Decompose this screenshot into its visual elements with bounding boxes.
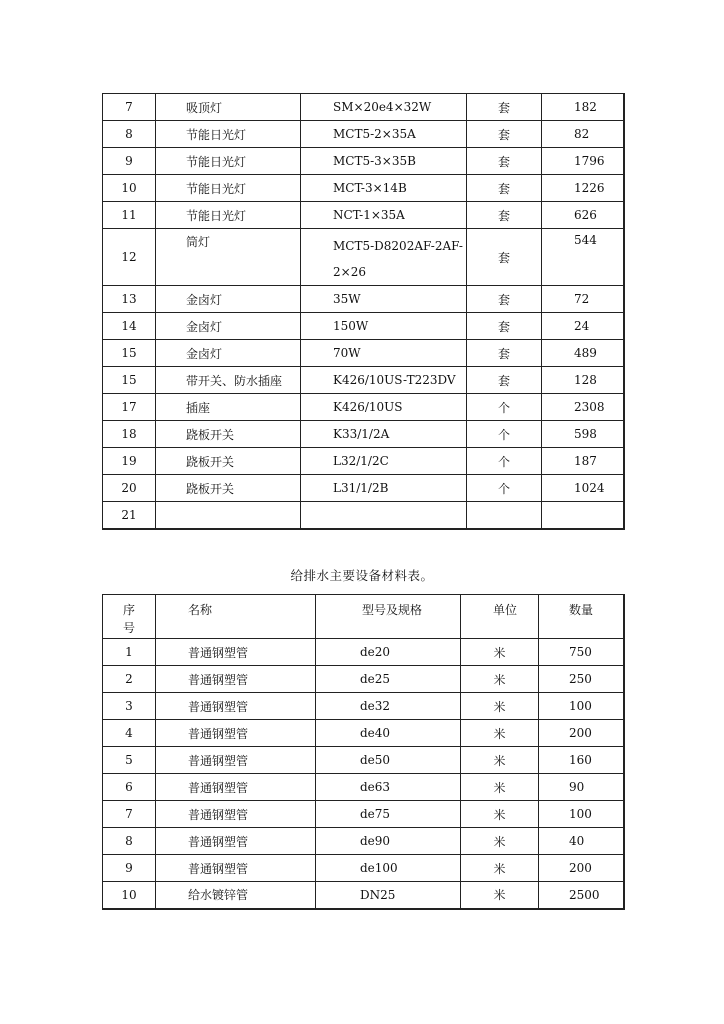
item-quantity: 1796 <box>542 148 624 175</box>
item-model: de40 <box>316 720 461 747</box>
item-unit: 米 <box>461 666 539 693</box>
item-name: 节能日光灯 <box>156 148 301 175</box>
row-number: 12 <box>103 229 156 286</box>
row-number: 15 <box>103 340 156 367</box>
item-quantity: 24 <box>542 313 624 340</box>
item-unit: 套 <box>467 340 542 367</box>
header-name: 名称 <box>156 595 316 639</box>
table-row <box>103 394 624 421</box>
table-row <box>103 639 624 666</box>
item-quantity: 200 <box>539 720 624 747</box>
item-model: K426/10US-T223DV <box>301 367 467 394</box>
item-unit: 套 <box>467 121 542 148</box>
table-row <box>103 367 624 394</box>
row-number: 15 <box>103 367 156 394</box>
table-row <box>103 801 624 828</box>
item-name: 普通钢塑管 <box>156 720 316 747</box>
item-quantity: 2500 <box>539 882 624 909</box>
item-unit: 个 <box>467 448 542 475</box>
item-model: L31/1/2B <box>301 475 467 502</box>
item-model: DN25 <box>316 882 461 909</box>
item-quantity: 160 <box>539 747 624 774</box>
item-name: 普通钢塑管 <box>156 801 316 828</box>
row-number: 20 <box>103 475 156 502</box>
item-name: 金卤灯 <box>156 340 301 367</box>
item-model: SM×20e4×32W <box>301 94 467 121</box>
row-number: 10 <box>103 175 156 202</box>
row-number: 3 <box>103 693 156 720</box>
item-name: 插座 <box>156 394 301 421</box>
item-quantity: 750 <box>539 639 624 666</box>
item-model: NCT-1×35A <box>301 202 467 229</box>
row-number: 21 <box>103 502 156 529</box>
item-unit: 套 <box>467 148 542 175</box>
item-unit: 套 <box>467 367 542 394</box>
row-number: 9 <box>103 148 156 175</box>
item-unit: 套 <box>467 313 542 340</box>
item-quantity: 200 <box>539 855 624 882</box>
table-row <box>103 774 624 801</box>
row-number: 6 <box>103 774 156 801</box>
item-unit: 米 <box>461 693 539 720</box>
item-model: K426/10US <box>301 394 467 421</box>
item-unit: 个 <box>467 421 542 448</box>
item-model: de100 <box>316 855 461 882</box>
table-row <box>103 229 624 286</box>
header-number <box>103 595 156 639</box>
row-number: 7 <box>103 94 156 121</box>
item-model: de20 <box>316 639 461 666</box>
table-row <box>103 855 624 882</box>
item-unit: 个 <box>467 394 542 421</box>
item-quantity: 100 <box>539 801 624 828</box>
item-name: 节能日光灯 <box>156 121 301 148</box>
item-model: de32 <box>316 693 461 720</box>
table-header-row <box>103 595 624 639</box>
header-number-line-1: 序 <box>122 603 135 617</box>
header-number-line-2: 号 <box>122 621 135 635</box>
header-quantity: 数量 <box>539 595 624 639</box>
row-number: 8 <box>103 828 156 855</box>
item-unit: 套 <box>467 175 542 202</box>
item-unit: 套 <box>467 286 542 313</box>
item-model: de75 <box>316 801 461 828</box>
item-unit: 米 <box>461 747 539 774</box>
item-quantity: 2308 <box>542 394 624 421</box>
item-quantity: 1226 <box>542 175 624 202</box>
table-row <box>103 148 624 175</box>
table-row <box>103 121 624 148</box>
item-unit: 套 <box>467 202 542 229</box>
row-number: 1 <box>103 639 156 666</box>
item-model: de90 <box>316 828 461 855</box>
item-name: 普通钢塑管 <box>156 693 316 720</box>
table-row <box>103 175 624 202</box>
item-name: 跷板开关 <box>156 421 301 448</box>
item-quantity: 1024 <box>542 475 624 502</box>
item-name: 金卤灯 <box>156 313 301 340</box>
item-quantity: 90 <box>539 774 624 801</box>
item-model: L32/1/2C <box>301 448 467 475</box>
item-unit: 米 <box>461 720 539 747</box>
table-row <box>103 94 624 121</box>
item-model: MCT5-3×35B <box>301 148 467 175</box>
item-unit: 套 <box>467 229 542 286</box>
item-unit: 米 <box>461 828 539 855</box>
item-name: 节能日光灯 <box>156 202 301 229</box>
item-model: 35W <box>301 286 467 313</box>
electrical-materials-table <box>102 93 625 530</box>
table-row <box>103 720 624 747</box>
item-unit: 套 <box>467 94 542 121</box>
item-name: 吸顶灯 <box>156 94 301 121</box>
table-caption: 给排水主要设备材料表。 <box>290 568 434 583</box>
item-model-line-1: MCT5-D8202AF-2AF- <box>333 239 463 253</box>
item-quantity: 182 <box>542 94 624 121</box>
item-model: MCT-3×14B <box>301 175 467 202</box>
item-model: de50 <box>316 747 461 774</box>
item-quantity: 40 <box>539 828 624 855</box>
item-quantity <box>542 502 624 529</box>
item-quantity: 187 <box>542 448 624 475</box>
item-name <box>156 502 301 529</box>
row-number: 19 <box>103 448 156 475</box>
table-row <box>103 313 624 340</box>
item-unit: 米 <box>461 882 539 909</box>
row-number: 14 <box>103 313 156 340</box>
item-model-line-2: 2×26 <box>333 265 366 279</box>
table-row <box>103 475 624 502</box>
item-unit: 米 <box>461 801 539 828</box>
item-model: de25 <box>316 666 461 693</box>
item-name: 普通钢塑管 <box>156 666 316 693</box>
item-model: de63 <box>316 774 461 801</box>
item-model: K33/1/2A <box>301 421 467 448</box>
item-quantity: 100 <box>539 693 624 720</box>
item-model: MCT5-2×35A <box>301 121 467 148</box>
table-row <box>103 202 624 229</box>
item-model <box>301 229 467 286</box>
item-name: 普通钢塑管 <box>156 639 316 666</box>
item-quantity: 626 <box>542 202 624 229</box>
row-number: 18 <box>103 421 156 448</box>
row-number: 5 <box>103 747 156 774</box>
item-model: 150W <box>301 313 467 340</box>
row-number: 13 <box>103 286 156 313</box>
item-model: 70W <box>301 340 467 367</box>
item-unit <box>467 502 542 529</box>
item-name: 普通钢塑管 <box>156 855 316 882</box>
table-row <box>103 502 624 529</box>
table-row <box>103 882 624 909</box>
table-row <box>103 693 624 720</box>
row-number: 9 <box>103 855 156 882</box>
item-name: 筒灯 <box>156 229 301 286</box>
item-name: 金卤灯 <box>156 286 301 313</box>
item-name: 跷板开关 <box>156 475 301 502</box>
row-number: 11 <box>103 202 156 229</box>
table-row <box>103 286 624 313</box>
item-quantity: 544 <box>542 229 624 286</box>
item-quantity: 598 <box>542 421 624 448</box>
table-row <box>103 340 624 367</box>
table-row <box>103 828 624 855</box>
item-quantity: 250 <box>539 666 624 693</box>
header-unit: 单位 <box>461 595 539 639</box>
item-name: 给水镀锌管 <box>156 882 316 909</box>
item-unit: 个 <box>467 475 542 502</box>
item-name: 节能日光灯 <box>156 175 301 202</box>
row-number: 17 <box>103 394 156 421</box>
table-row <box>103 747 624 774</box>
header-model: 型号及规格 <box>316 595 461 639</box>
item-name: 带开关、防水插座 <box>156 367 301 394</box>
item-name: 普通钢塑管 <box>156 828 316 855</box>
item-quantity: 72 <box>542 286 624 313</box>
table-row <box>103 421 624 448</box>
item-unit: 米 <box>461 855 539 882</box>
row-number: 4 <box>103 720 156 747</box>
plumbing-materials-table <box>102 594 625 910</box>
item-quantity: 489 <box>542 340 624 367</box>
item-unit: 米 <box>461 774 539 801</box>
item-name: 普通钢塑管 <box>156 774 316 801</box>
row-number: 7 <box>103 801 156 828</box>
row-number: 10 <box>103 882 156 909</box>
item-quantity: 128 <box>542 367 624 394</box>
item-name: 普通钢塑管 <box>156 747 316 774</box>
row-number: 8 <box>103 121 156 148</box>
item-quantity: 82 <box>542 121 624 148</box>
item-name: 跷板开关 <box>156 448 301 475</box>
table-row <box>103 666 624 693</box>
row-number: 2 <box>103 666 156 693</box>
table-row <box>103 448 624 475</box>
item-unit: 米 <box>461 639 539 666</box>
item-model <box>301 502 467 529</box>
